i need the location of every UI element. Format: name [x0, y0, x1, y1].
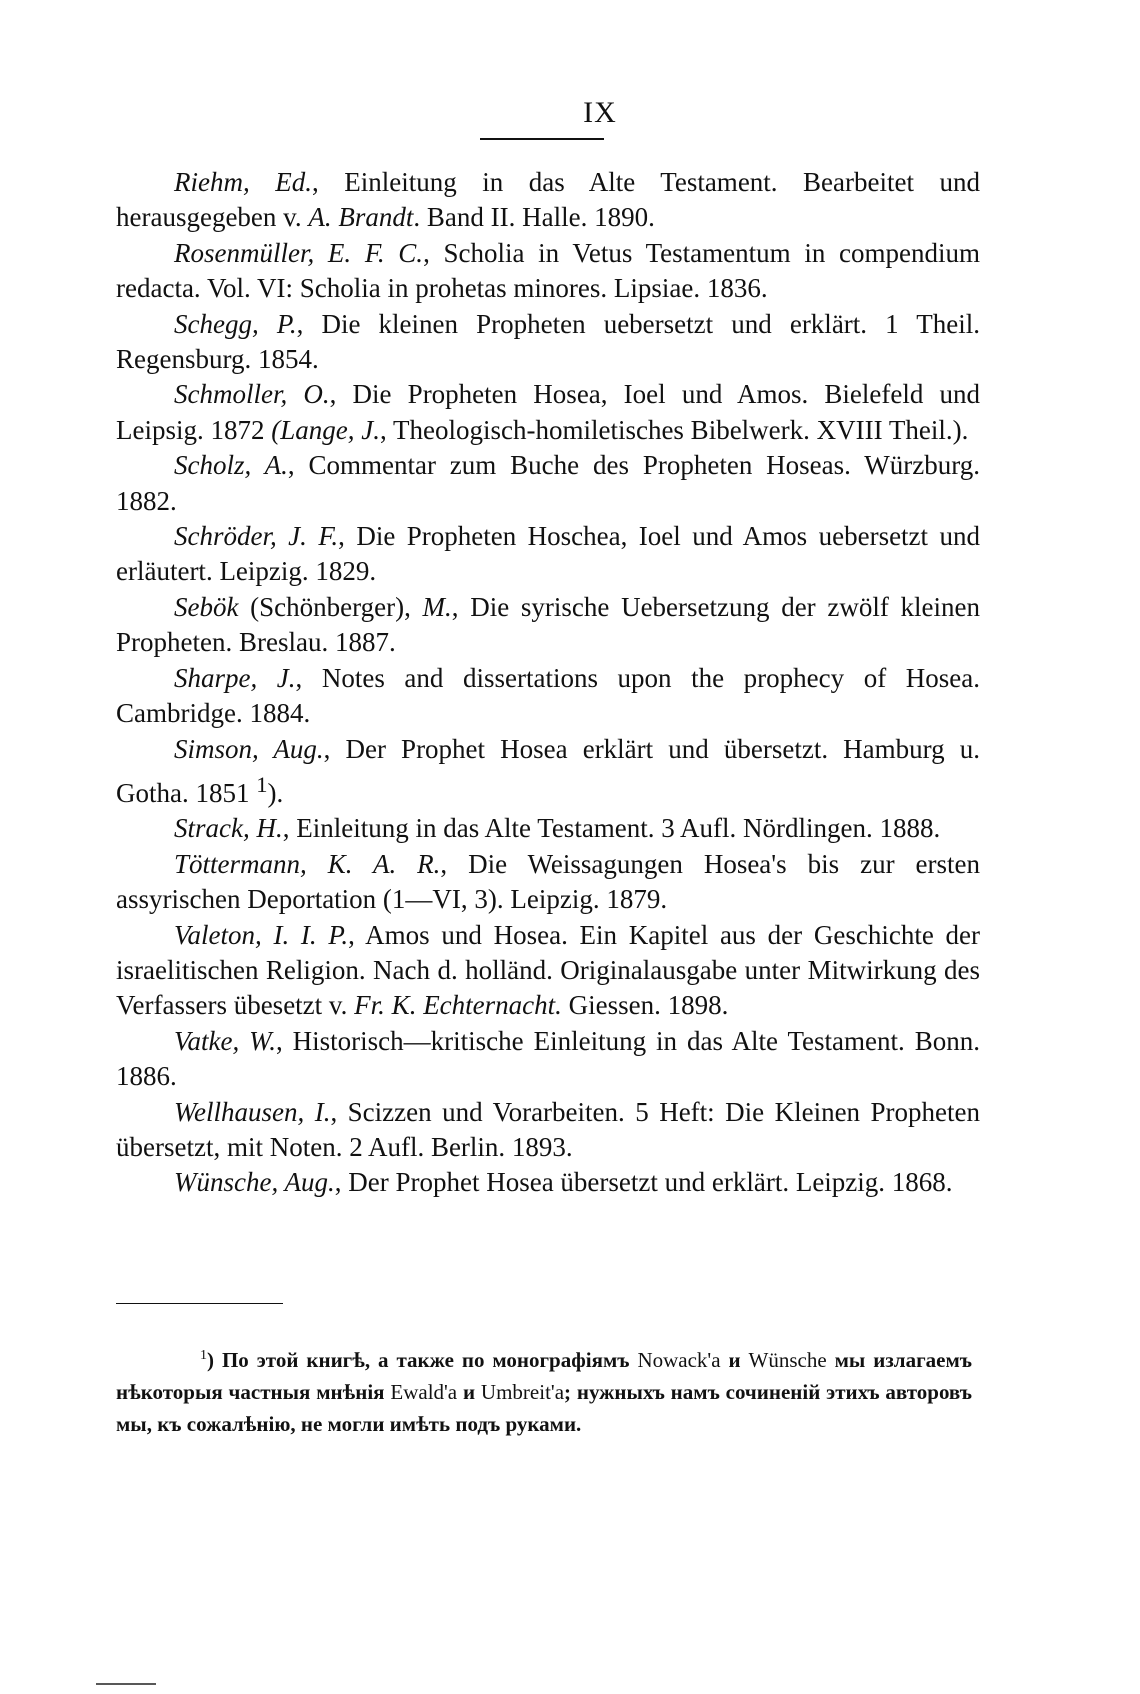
entry-author: Scholz, A. — [174, 450, 288, 481]
entry-text: , Scizzen und Vorarbeiten. 5 Heft: Die Kleinen Propheten übersetzt, mit Noten. 2 Aufl. Berlin. 1893. — [116, 1096, 981, 1162]
bib-entry-schroeder — [116, 519, 980, 590]
bib-entry-scholz — [116, 448, 980, 519]
footnote-text: и — [720, 1348, 749, 1372]
entry-text: , Die Propheten Hoschea, Ioel und Amos uebersetzt und erläutert. Leipzig. 1829. — [116, 521, 980, 587]
bib-entry-rosenmueller — [116, 236, 980, 307]
footnote-reference[interactable]: 1 — [256, 771, 268, 797]
bib-entry-vatke — [116, 1024, 980, 1095]
entry-author: Sharpe, J. — [174, 662, 296, 693]
bib-entry-sharpe — [116, 661, 980, 732]
entry-editor: A. Brandt — [308, 202, 414, 233]
entry-text: , Theologisch-homiletisches Bibelwerk. XVIII Theil.). — [379, 414, 969, 445]
bib-entry-strack — [116, 811, 980, 846]
entry-text: , Notes and dissertations upon the prophecy of Hosea. Cambridge. 1884. — [116, 662, 980, 729]
entry-text: , Scholia in Vetus Testamentum in compendium redacta. Vol. VI: Scholia in prohetas minores. Lipsiae. 1836. — [116, 237, 980, 304]
page-number: IX — [583, 96, 617, 129]
bib-entry-toettermann — [116, 847, 980, 918]
bib-entry-valeton — [116, 918, 980, 1024]
entry-text: . Band II. Halle. 1890. — [413, 202, 655, 233]
entry-text: ). — [267, 777, 284, 808]
footnote-rule — [116, 1303, 283, 1304]
entry-author: Schegg, P. — [174, 308, 297, 339]
scan-edge-mark — [96, 1683, 156, 1687]
entry-text: , Der Prophet Hosea erklärt und übersetzt. Hamburg u. Gotha. 1851 — [116, 733, 981, 808]
entry-editor: (Lange, J. — [271, 414, 380, 445]
footnote-name: Nowack'a — [637, 1348, 721, 1372]
bib-entry-wellhausen — [116, 1095, 980, 1166]
footnote-marker: 1 — [200, 1348, 207, 1363]
entry-author: Riehm, Ed. — [174, 167, 312, 197]
bib-entry-simson — [116, 732, 980, 812]
entry-text: , Die syrische Uebersetzung der zwölf kleinen Propheten. Breslau. 1887. — [116, 591, 980, 658]
entry-text: , Die Weissagungen Hosea's bis zur ersten assyrischen Deportation (1—VI, 3). Leipzig. 1879. — [116, 848, 980, 915]
entry-editor: M. — [422, 591, 452, 622]
footnote-text: ) По этой книгѣ, а также по монографіямъ — [207, 1348, 638, 1372]
entry-author: Schmoller, O. — [174, 379, 330, 410]
footnote-text: и — [457, 1380, 481, 1404]
entry-author: Sebök — [174, 591, 239, 622]
entry-author: Valeton, I. I. P. — [174, 919, 349, 950]
entry-text: Giessen. 1898. — [561, 990, 729, 1021]
bib-entry-seboek — [116, 590, 980, 661]
footnote — [116, 1340, 972, 1440]
footnote-text: ; нужныхъ намъ сочиненій этихъ авторовъ мы, къ сожалѣнію, не могли имѣть подъ руками. — [116, 1380, 972, 1436]
footnote-text: мы излагаемъ нѣкоторыя частныя мнѣнія — [116, 1348, 972, 1404]
header-rule — [480, 138, 604, 140]
entry-author: Töttermann, K. A. R. — [174, 848, 441, 879]
entry-author: Schröder, J. F. — [174, 521, 339, 552]
entry-author: Wellhausen, I. — [174, 1096, 331, 1127]
entry-author: Vatke, W. — [174, 1025, 276, 1056]
entry-text: , Der Prophet Hosea übersetzt und erklärt. Leipzig. 1868. — [334, 1167, 953, 1198]
bib-entry-wuensche — [116, 1165, 980, 1200]
footnote-name: Umbreit'a — [480, 1380, 565, 1404]
entry-text: (Schönberger), — [238, 591, 423, 622]
footnote-name: Ewald'a — [390, 1380, 458, 1404]
bib-entry-schmoller — [116, 377, 980, 448]
entry-text: , Einleitung in das Alte Testament. 3 Aufl. Nördlingen. 1888. — [282, 813, 941, 844]
entry-author: Simson, Aug. — [174, 733, 324, 764]
bibliography-list — [116, 165, 980, 1201]
entry-text: , Einleitung in das Alte Testament. Bearbeitet und herausgegeben v. — [116, 167, 980, 233]
entry-text: , Commentar zum Buche des Propheten Hoseas. Würzburg. 1882. — [116, 450, 980, 516]
footnote-name: Wünsche — [748, 1348, 827, 1372]
bib-entry-riehm — [116, 165, 980, 236]
entry-author: Rosenmüller, E. F. C. — [174, 237, 424, 268]
entry-author: Strack, H. — [174, 813, 283, 844]
entry-editor: Fr. K. Echternacht. — [354, 990, 562, 1021]
entry-text: , Historisch—kritische Einleitung in das Alte Testament. Bonn. 1886. — [116, 1025, 980, 1092]
bib-entry-schegg — [116, 307, 980, 378]
entry-author: Wünsche, Aug. — [174, 1167, 335, 1198]
entry-text: , Die kleinen Propheten uebersetzt und erklärt. 1 Theil. Regensburg. 1854. — [116, 308, 980, 375]
entry-text: , Amos und Hosea. Ein Kapitel aus der Geschichte der israelitischen Religion. Nach d. holländ. Originalausgabe unter Mitwirkung des Verfassers übesetzt v. — [116, 919, 981, 1021]
entry-text: , Die Propheten Hosea, Ioel und Amos. Bielefeld und Leipsig. 1872 — [116, 379, 980, 445]
